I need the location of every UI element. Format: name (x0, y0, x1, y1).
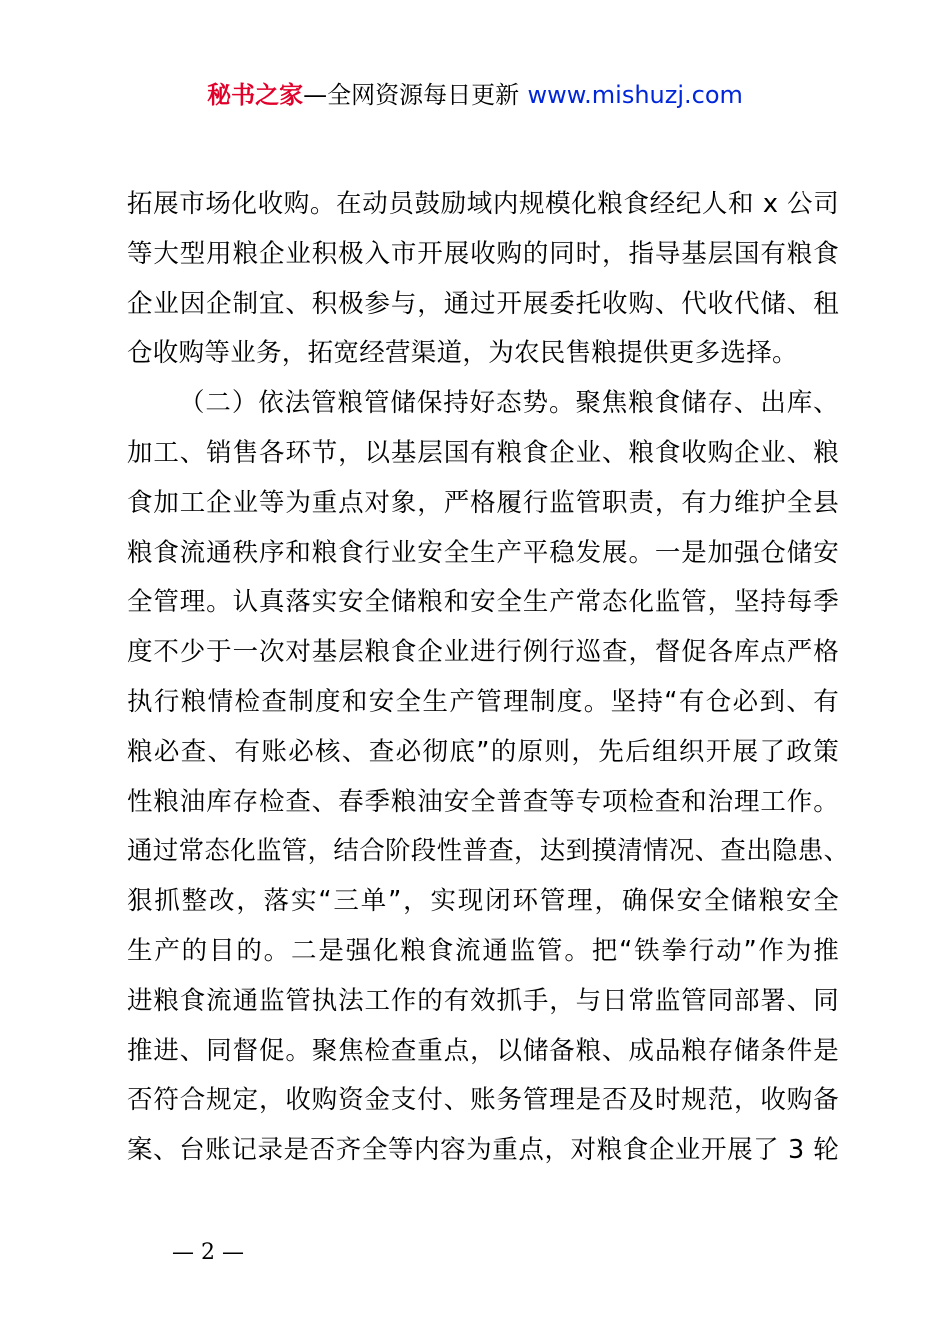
text-line: 否符合规定，收购资金支付、账务管理是否及时规范，收购备 (127, 1085, 839, 1116)
text-line: 进粮食流通监管执法工作的有效抓手，与日常监管同部署、同 (127, 985, 839, 1016)
text-line: 性粮油库存检查、春季粮油安全普查等专项检查和治理工作。 (127, 786, 839, 817)
text-line: 拓展市场化收购。在动员鼓励域内规模化粮食经纪人和 x 公司 (127, 189, 839, 219)
site-url-link[interactable]: www.mishuzj.com (527, 81, 743, 109)
text-line: 通过常态化监管，结合阶段性普查，达到摸清情况、查出隐患、 (127, 836, 850, 867)
text-line: 企业因企制宜、积极参与，通过开展委托收购、代收代储、租 (127, 288, 839, 319)
text-line: 加工、销售各环节，以基层国有粮食企业、粮食收购企业、粮 (127, 437, 839, 468)
text-line: 狠抓整改，落实“三单”，实现闭环管理，确保安全储粮安全 (127, 886, 839, 917)
text-line: 粮必查、有账必核、查必彻底”的原则，先后组织开展了政策 (127, 736, 839, 767)
text-line: 食加工企业等为重点对象，严格履行监管职责，有力维护全县 (127, 487, 839, 518)
site-tagline: —全网资源每日更新 (303, 81, 520, 109)
page-number: — 2 — (172, 1240, 244, 1265)
text-line: 仓收购等业务，拓宽经营渠道，为农民售粮提供更多选择。 (127, 338, 798, 369)
text-line: 生产的目的。二是强化粮食流通监管。把“铁拳行动”作为推 (127, 935, 839, 966)
section-heading-line: （二）依法管粮管储保持好态势。聚焦粮食储存、出库、 (179, 388, 839, 419)
text-line: 度不少于一次对基层粮食企业进行例行巡查，督促各库点严格 (127, 637, 839, 668)
site-header (0, 78, 950, 112)
text-line: 等大型用粮企业积极入市开展收购的同时，指导基层国有粮食 (127, 238, 839, 269)
text-line: 全管理。认真落实安全储粮和安全生产常态化监管，坚持每季 (127, 587, 839, 618)
text-line: 案、台账记录是否齐全等内容为重点，对粮食企业开展了 3 轮 (127, 1135, 839, 1166)
document-body (127, 180, 850, 1176)
text-line: 推进、同督促。聚焦检查重点，以储备粮、成品粮存储条件是 (127, 1035, 839, 1066)
text-line: 粮食流通秩序和粮食行业安全生产平稳发展。一是加强仓储安 (127, 537, 839, 568)
site-brand: 秘书之家 (207, 81, 304, 109)
text-line: 执行粮情检查制度和安全生产管理制度。坚持“有仓必到、有 (127, 686, 839, 717)
